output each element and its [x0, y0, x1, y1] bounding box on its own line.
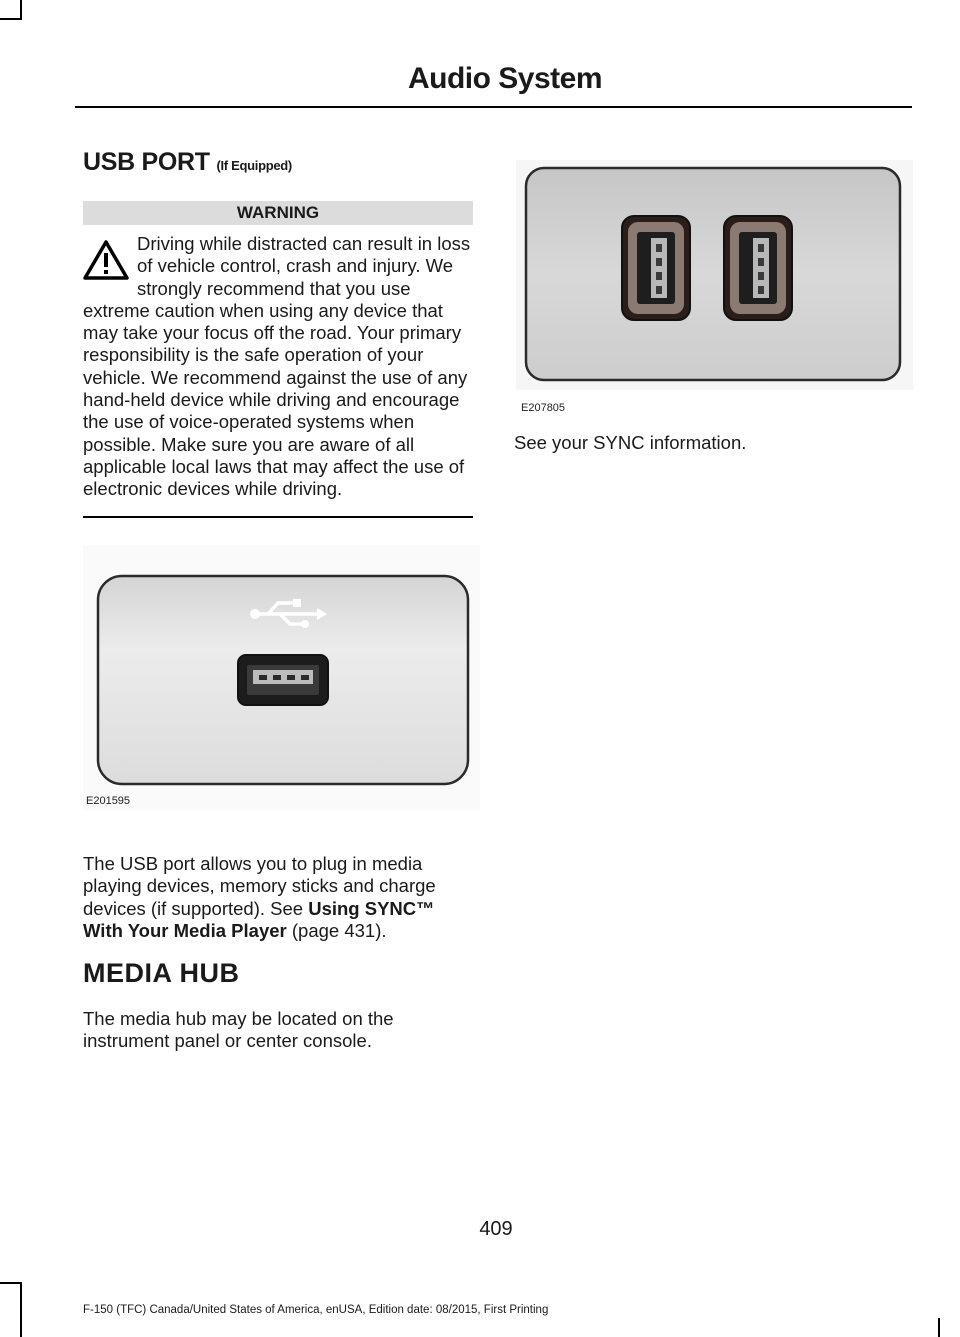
warning-divider — [83, 516, 473, 518]
media-hub-heading: MEDIA HUB — [83, 958, 240, 988]
crop-mark — [938, 1318, 940, 1337]
usb-port-heading — [83, 148, 292, 177]
crop-mark — [0, 1282, 22, 1284]
usb-port-heading-text: USB PORT — [83, 148, 210, 176]
media-hub-figure — [516, 160, 913, 390]
warning-text: Driving while distracted can result in loss of vehicle control, crash and injury. We strongly recommend that you use extreme caution when using any device that may take your focus off the road. Your primary responsibility is the safe operation of your vehicle. We recommend against the use of any hand-held device while driving and encourage the use of voice-operated systems when possible. Make sure you are aware of all applicable local laws that may affect the use of electronic devices while driving. — [83, 233, 471, 500]
usb-port-heading-note: (If Equipped) — [216, 158, 292, 173]
media-hub-description: The media hub may be located on the instrument panel or center console. — [83, 1008, 394, 1052]
warning-text-block — [83, 233, 473, 501]
usb-port-figure — [83, 545, 480, 810]
page-number: 409 — [479, 1218, 513, 1240]
crop-mark — [20, 1282, 22, 1337]
header-divider — [75, 106, 912, 108]
sync-media-player-link[interactable]: Using SYNC™ With Your Media Player — [83, 897, 435, 941]
usb-port-right — [724, 216, 792, 320]
crop-mark — [0, 18, 22, 20]
edition-line: F-150 (TFC) Canada/United States of America, enUSA, Edition date: 08/2015, First Printing — [83, 1304, 549, 1316]
usb-port-body-text: The USB port allows you to plug in media playing devices, memory sticks and charge devices (if supported). See — [83, 853, 436, 919]
see-sync-info: See your SYNC information. — [514, 432, 747, 453]
figure-id-e207805: E207805 — [521, 402, 566, 414]
section-title: Audio System — [407, 62, 602, 95]
warning-label: WARNING — [83, 201, 473, 225]
crop-mark — [20, 0, 22, 18]
usb-port-left — [622, 216, 690, 320]
usb-port-description — [83, 853, 475, 942]
usb-port-page-ref: (page 431). — [286, 919, 387, 941]
figure-id-e201595: E201595 — [86, 795, 131, 807]
